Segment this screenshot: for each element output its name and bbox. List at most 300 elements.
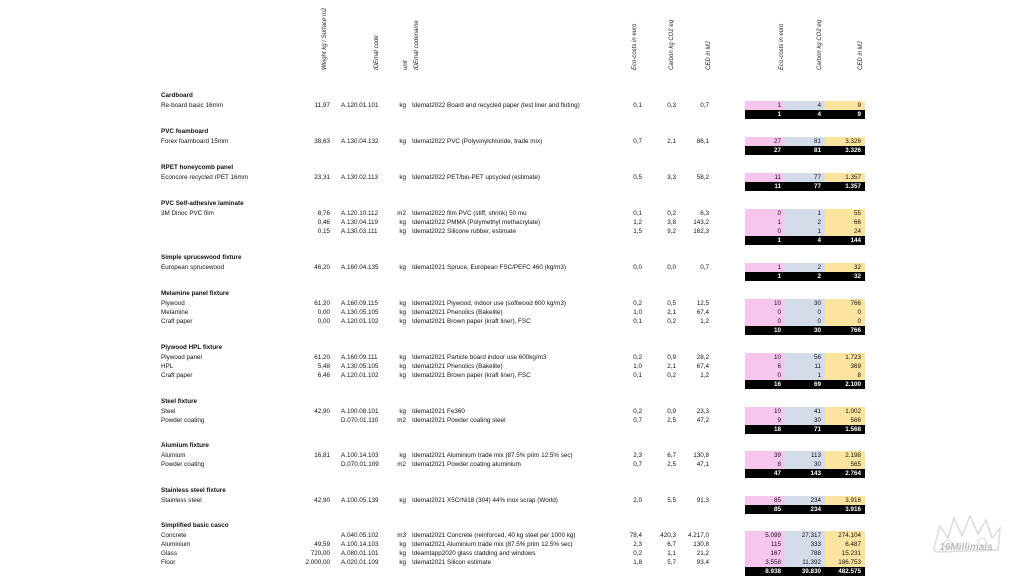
header-eco-total: Eco-costs in euro [779, 23, 785, 70]
eco-total-cell: 0 [745, 227, 785, 236]
ced-value: 1,2 [700, 372, 709, 379]
eco-cost-value: 2,0 [633, 497, 642, 504]
ced-total-cell: 566 [825, 416, 865, 425]
table-row [0, 496, 740, 505]
eco-total-cell: 10 [745, 299, 785, 308]
idemat-codename: Idemat2021 Spruce, European FSC/PEFC 460 (kg/m3) [412, 264, 567, 271]
section-title: PVC foamboard [161, 128, 209, 135]
carbon-total-cell: 56 [785, 353, 825, 362]
eco-total-cell: 11 [745, 173, 785, 182]
carbon-total-cell: 0 [785, 308, 825, 317]
total-ced: 2.764 [845, 470, 861, 477]
unit-value: kg [399, 559, 406, 566]
eco-total-cell: 8 [745, 460, 785, 469]
carbon-total-cell: 11 [785, 362, 825, 371]
idemat-code: A.120.01.101 [341, 102, 379, 109]
idemat-codename: Idemat2021 Fe360 [412, 408, 465, 415]
carbon-total-cell: 30 [785, 460, 825, 469]
idemat-code: A.130.05.105 [341, 309, 379, 316]
weight-value: 0,00 [317, 318, 330, 325]
table-row [0, 137, 740, 146]
table-row [0, 540, 740, 549]
section-total-bar [745, 326, 865, 335]
unit-value: kg [399, 318, 406, 325]
table-row [0, 308, 740, 317]
total-carbon: 2 [817, 273, 821, 280]
idemat-codename: Idemat2022 PMMA (Polymethyl methacrylate) [412, 219, 541, 226]
section-title: RPET honeycomb panel [161, 164, 234, 171]
section-total-bar [745, 236, 865, 245]
idemat-codename: Idemat2021 Powder coating aluminium [412, 461, 521, 468]
section-title: PVC Self-adhesive laminate [161, 200, 244, 207]
ced-value: 47,2 [696, 417, 709, 424]
section-title: Stainless steel fixture [161, 487, 226, 494]
ced-value: 47,1 [696, 461, 709, 468]
section-title: Plywood HPL fixture [161, 344, 223, 351]
total-eco: 10 [773, 327, 781, 334]
header-weight: Weight kg / Surface m2 [322, 7, 328, 70]
unit-value: m2 [397, 210, 406, 217]
carbon-total-cell: 2 [785, 263, 825, 272]
total-eco: 18 [773, 426, 781, 433]
table-row [0, 371, 740, 380]
section-total-bar [745, 425, 865, 434]
carbon-value: 3,8 [667, 219, 676, 226]
carbon-total-cell: 1 [785, 227, 825, 236]
material-name: Floor [161, 559, 176, 566]
eco-cost-value: 1,2 [633, 219, 642, 226]
unit-value: m3 [397, 532, 406, 539]
section-total-bar [745, 272, 865, 281]
section-total-bar [745, 110, 865, 119]
total-carbon: 234 [810, 506, 821, 513]
ced-total-cell: 3.916 [825, 496, 865, 505]
unit-value: kg [399, 372, 406, 379]
unit-value: kg [399, 363, 406, 370]
idemat-codename: Idemat2022 PET/bio-PET upcycled (estimate) [412, 174, 540, 181]
eco-total-cell: 27 [745, 137, 785, 146]
section-title: Simplified basic casco [161, 522, 229, 529]
carbon-total-cell: 113 [785, 451, 825, 460]
eco-cost-value: 0,1 [633, 318, 642, 325]
eco-total-cell: 3.558 [745, 558, 785, 567]
ced-total-cell: 766 [825, 299, 865, 308]
weight-value: 61,20 [314, 354, 330, 361]
idemat-code: A.120.10.112 [341, 210, 378, 217]
material-name: Craft paper [161, 372, 193, 379]
ced-total-cell: 186.753 [825, 558, 865, 567]
header-ced: CED in MJ [706, 41, 712, 70]
material-name: Plywood [161, 300, 185, 307]
ced-value: 0,7 [700, 102, 709, 109]
section-total-bar [745, 146, 865, 155]
carbon-total-cell: 1 [785, 371, 825, 380]
idemat-codename: Idemat2022 film PVC (stiff, shrink) 50 mu [412, 210, 527, 217]
ced-value: 12,5 [696, 300, 709, 307]
carbon-value: 0,5 [667, 300, 676, 307]
table-row [0, 407, 740, 416]
weight-value: 61,20 [314, 300, 330, 307]
material-name: Steel [161, 408, 176, 415]
total-ced: 3.326 [845, 147, 861, 154]
total-ced: 32 [853, 273, 861, 280]
table-row [0, 173, 740, 182]
material-name: Econcore recycled rPET 16mm [161, 174, 249, 181]
carbon-total-cell: 788 [785, 549, 825, 558]
ced-value: 91,3 [696, 497, 709, 504]
carbon-total-cell: 30 [785, 416, 825, 425]
total-carbon: 71 [813, 426, 821, 433]
table-row [0, 101, 740, 110]
carbon-value: 2,1 [667, 138, 676, 145]
idemat-code: A.040.05.102 [341, 532, 379, 539]
ced-total-cell: 66 [825, 218, 865, 227]
idemat-code: A.130.02.113 [341, 174, 378, 181]
carbon-value: 3,3 [667, 174, 676, 181]
ced-value: 21,2 [696, 550, 709, 557]
ced-total-cell: 32 [825, 263, 865, 272]
carbon-total-cell: 30 [785, 299, 825, 308]
header-carbon: Carbon kg CO2 eq [669, 19, 675, 70]
idemat-code: A.130.05.105 [341, 363, 379, 370]
weight-value: 720,00 [310, 550, 330, 557]
total-ced: 766 [850, 327, 861, 334]
total-eco: 11 [774, 183, 781, 190]
table-row [0, 416, 740, 425]
total-carbon: 4 [817, 111, 821, 118]
idemat-codename: Idemat2021 Aluminium trade mix (87.5% prim 12.5% sec) [412, 541, 573, 548]
weight-value: 23,31 [314, 174, 330, 181]
material-name: Powder coating [161, 461, 205, 468]
idemat-codename: Idemat2021 X5CrNi18 (304) 44% inox scrap (World) [412, 497, 558, 504]
ced-value: 0,7 [700, 264, 709, 271]
header-unit: unit [403, 60, 409, 70]
carbon-value: 420,3 [660, 532, 676, 539]
idemat-codename: Idemat2021 Silicon estimate [412, 559, 492, 566]
carbon-value: 2,5 [667, 461, 676, 468]
idemat-code: A.100.05.139 [341, 497, 379, 504]
idemat-codename: Idemat2022 Silicone rubber, estimate [412, 228, 516, 235]
idemat-codename: Idemat2021 Brown paper (kraft liner), FSC [412, 372, 531, 379]
eco-total-cell: 0 [745, 371, 785, 380]
logo-text: 16Millimais [939, 542, 993, 553]
idemat-codename: Idemat2021 Particle board indoor use 600kg/m3 [412, 354, 547, 361]
header-eco: Eco-costs in euro [632, 23, 638, 70]
total-ced: 1.568 [845, 426, 861, 433]
ced-total-cell: 8 [825, 371, 865, 380]
ced-total-cell: 0 [825, 308, 865, 317]
idemat-codename: Idemat2021 Plywood, indoor use (softwood 600 kg/m3) [412, 300, 567, 307]
ced-value: 162,3 [693, 228, 709, 235]
ced-value: 28,2 [696, 354, 709, 361]
unit-value: kg [399, 102, 406, 109]
header-carbon-total: Carbon kg CO2 eq [817, 19, 823, 70]
ced-total-cell: 15.231 [825, 549, 865, 558]
material-name: Re-board basic 16mm [161, 102, 223, 109]
ced-total-cell: 1.002 [825, 407, 865, 416]
total-eco: 27 [773, 147, 781, 154]
carbon-total-cell: 27.317 [785, 531, 825, 540]
eco-total-cell: 115 [745, 540, 785, 549]
weight-value: 46,20 [314, 264, 330, 271]
idemat-codename: Idemat2021 Phenolics (Bakelite) [412, 363, 503, 370]
weight-value: 11,97 [314, 102, 330, 109]
table-row [0, 451, 740, 460]
total-ced: 482.575 [838, 568, 861, 575]
section-total-bar [745, 567, 865, 576]
total-carbon: 77 [813, 183, 821, 190]
ced-value: 23,3 [696, 408, 709, 415]
total-carbon: 143 [810, 470, 821, 477]
weight-value: 5,48 [317, 363, 330, 370]
table-row [0, 460, 740, 469]
unit-value: kg [399, 354, 406, 361]
idemat-code: A.130.04.119 [341, 219, 378, 226]
material-name: Glass [161, 550, 178, 557]
idemat-codename: Idemat2022 PVC (Polyvinylchloride, trade mix) [412, 138, 543, 145]
carbon-value: 0,2 [667, 210, 676, 217]
carbon-value: 0,2 [667, 372, 676, 379]
total-eco: 8.938 [765, 568, 781, 575]
carbon-value: 0,9 [667, 354, 676, 361]
header-ced-total: CED in MJ [858, 41, 864, 70]
ced-total-cell: 2.198 [825, 451, 865, 460]
idemat-code: A.100.08.101 [341, 408, 379, 415]
carbon-total-cell: 1 [785, 209, 825, 218]
total-carbon: 69 [813, 381, 821, 388]
carbon-value: 6,7 [667, 452, 676, 459]
header-code: IDEmat code [374, 35, 380, 70]
material-name: Forex foamboard 15mm [161, 138, 229, 145]
total-eco: 1 [777, 273, 781, 280]
material-name: Stainless steel [161, 497, 202, 504]
ced-value: 130,8 [693, 541, 709, 548]
section-title: Alumium fixture [161, 442, 209, 449]
unit-value: kg [399, 550, 406, 557]
eco-cost-value: 0,2 [633, 408, 642, 415]
section-total-bar [745, 380, 865, 389]
carbon-value: 5,5 [667, 497, 676, 504]
ced-total-cell: 6.487 [825, 540, 865, 549]
weight-value: 49,59 [314, 541, 330, 548]
eco-total-cell: 5.099 [745, 531, 785, 540]
material-name: European sprucewood [161, 264, 225, 271]
eco-cost-value: 0,1 [633, 102, 642, 109]
unit-value: kg [399, 138, 406, 145]
carbon-value: 0,0 [667, 264, 676, 271]
weight-value: 8,76 [317, 210, 330, 217]
ced-value: 143,2 [693, 219, 709, 226]
carbon-total-cell: 11.392 [785, 558, 825, 567]
eco-cost-value: 1,5 [633, 228, 642, 235]
eco-total-cell: 9 [745, 416, 785, 425]
section-total-bar [745, 182, 865, 191]
eco-cost-value: 1,0 [633, 363, 642, 370]
total-eco: 47 [773, 470, 781, 477]
total-ced: 9 [857, 111, 861, 118]
idemat-codename: Idemat2021 Powder coating steel [412, 417, 506, 424]
unit-value: kg [399, 452, 406, 459]
eco-cost-value: 0,7 [633, 138, 642, 145]
total-carbon: 30 [813, 327, 821, 334]
idemat-codename: Idemat2021 Aluminium trade mix (87.5% prim 12.5% sec) [412, 452, 573, 459]
total-ced: 144 [850, 237, 861, 244]
material-name: Plywood panel [161, 354, 202, 361]
table-row [0, 218, 740, 227]
ced-value: 86,1 [696, 138, 709, 145]
weight-value: 16,81 [314, 452, 330, 459]
carbon-total-cell: 0 [785, 317, 825, 326]
ced-total-cell: 3.326 [825, 137, 865, 146]
idemat-codename: Ideamtapp2020 glass cladding and windows [412, 550, 536, 557]
material-name: 3M Dinoc PVC film [161, 210, 214, 217]
total-ced: 3.916 [845, 506, 861, 513]
idemat-code: A.120.01.102 [341, 318, 379, 325]
carbon-value: 0,3 [667, 102, 676, 109]
carbon-value: 0,2 [667, 318, 676, 325]
table-row [0, 558, 740, 567]
material-name: Powder coating [161, 417, 205, 424]
idemat-code: A.130.04.132 [341, 138, 379, 145]
table-row [0, 209, 740, 218]
total-ced: 1.357 [845, 183, 861, 190]
idemat-code: A.120.01.102 [341, 372, 379, 379]
eco-cost-value: 0,7 [633, 417, 642, 424]
total-carbon: 39.830 [801, 568, 821, 575]
eco-total-cell: 0 [745, 209, 785, 218]
total-carbon: 81 [813, 147, 821, 154]
idemat-code: A.130.03.111 [341, 228, 378, 235]
ced-value: 93,4 [696, 559, 709, 566]
eco-total-cell: 1 [745, 218, 785, 227]
table-row [0, 549, 740, 558]
section-title: Cardboard [161, 92, 193, 99]
carbon-total-cell: 234 [785, 496, 825, 505]
eco-cost-value: 0,1 [633, 372, 642, 379]
carbon-value: 2,1 [667, 363, 676, 370]
table-row [0, 353, 740, 362]
weight-value: 0,46 [317, 219, 330, 226]
carbon-value: 0,9 [667, 408, 676, 415]
unit-value: kg [399, 174, 406, 181]
graffiti-logo-icon [926, 508, 1006, 564]
ced-value: 67,4 [696, 363, 709, 370]
eco-cost-value: 0,2 [633, 550, 642, 557]
table-row [0, 263, 740, 272]
idemat-code: D.070.01.109 [341, 461, 379, 468]
total-eco: 1 [777, 111, 781, 118]
eco-total-cell: 0 [745, 308, 785, 317]
unit-value: kg [399, 309, 406, 316]
carbon-total-cell: 2 [785, 218, 825, 227]
idemat-codename: Idemat2022 Board and recycled paper (test liner and fluting) [412, 102, 580, 109]
idemat-code: A.160.09.111 [341, 354, 378, 361]
idemat-code: A.100.14.103 [341, 541, 379, 548]
carbon-value: 2,5 [667, 417, 676, 424]
eco-cost-value: 0,2 [633, 354, 642, 361]
material-name: HPL [161, 363, 174, 370]
total-carbon: 4 [817, 237, 821, 244]
material-name: Craft paper [161, 318, 193, 325]
carbon-value: 2,1 [667, 309, 676, 316]
material-name: Melamine [161, 309, 189, 316]
carbon-value: 9,2 [667, 228, 676, 235]
eco-total-cell: 1 [745, 101, 785, 110]
table-row [0, 299, 740, 308]
eco-total-cell: 10 [745, 407, 785, 416]
material-name: Alumium [161, 452, 186, 459]
ced-total-cell: 55 [825, 209, 865, 218]
ced-total-cell: 369 [825, 362, 865, 371]
section-title: Melamine panel fixture [161, 290, 229, 297]
eco-total-cell: 1 [745, 263, 785, 272]
section-total-bar [745, 469, 865, 478]
carbon-total-cell: 77 [785, 173, 825, 182]
eco-total-cell: 167 [745, 549, 785, 558]
idemat-codename: Idemat2021 Concrete (reinforced, 40 kg steel per 1000 kg) [412, 532, 576, 539]
total-eco: 85 [773, 506, 781, 513]
idemat-code: A.080.01.101 [341, 550, 379, 557]
unit-value: kg [399, 541, 406, 548]
carbon-value: 1,1 [667, 550, 676, 557]
carbon-value: 5,7 [667, 559, 676, 566]
weight-value: 38,63 [314, 138, 330, 145]
weight-value: 6,46 [317, 372, 330, 379]
carbon-total-cell: 41 [785, 407, 825, 416]
idemat-codename: Idemat2021 Phenolics (Bakelite) [412, 309, 503, 316]
eco-cost-value: 78,4 [629, 532, 642, 539]
carbon-total-cell: 4 [785, 101, 825, 110]
ced-value: 58,2 [696, 174, 709, 181]
unit-value: kg [399, 228, 406, 235]
eco-total-cell: 6 [745, 362, 785, 371]
eco-cost-value: 1,0 [633, 309, 642, 316]
table-row [0, 317, 740, 326]
ced-total-cell: 274.104 [825, 531, 865, 540]
total-eco: 16 [773, 381, 781, 388]
unit-value: kg [399, 219, 406, 226]
total-eco: 1 [777, 237, 781, 244]
ced-value: 67,4 [696, 309, 709, 316]
ced-total-cell: 0 [825, 317, 865, 326]
weight-value: 2.000,00 [305, 559, 330, 566]
eco-total-cell: 0 [745, 317, 785, 326]
section-title: Steel fixture [161, 398, 198, 405]
idemat-code: A.160.04.135 [341, 264, 379, 271]
eco-cost-value: 1,8 [633, 559, 642, 566]
total-ced: 2.100 [845, 381, 861, 388]
idemat-code: A.160.09.115 [341, 300, 378, 307]
eco-cost-value: 0,5 [633, 174, 642, 181]
ced-total-cell: 1.723 [825, 353, 865, 362]
material-name: Aluminium [161, 541, 191, 548]
table-row [0, 531, 740, 540]
eco-cost-value: 0,0 [633, 264, 642, 271]
weight-value: 42,90 [314, 408, 330, 415]
ced-value: 1,2 [700, 318, 709, 325]
weight-value: 0,00 [317, 309, 330, 316]
idemat-codename: Idemat2021 Brown paper (kraft liner), FSC [412, 318, 531, 325]
idemat-code: A.100.14.103 [341, 452, 379, 459]
carbon-total-cell: 81 [785, 137, 825, 146]
section-title: Simple sprucewood fixture [161, 254, 242, 261]
carbon-value: 6,7 [667, 541, 676, 548]
ced-total-cell: 1.357 [825, 173, 865, 182]
eco-cost-value: 2,3 [633, 452, 642, 459]
ced-value: 4.217,0 [687, 532, 709, 539]
section-total-bar [745, 505, 865, 514]
eco-cost-value: 0,2 [633, 300, 642, 307]
